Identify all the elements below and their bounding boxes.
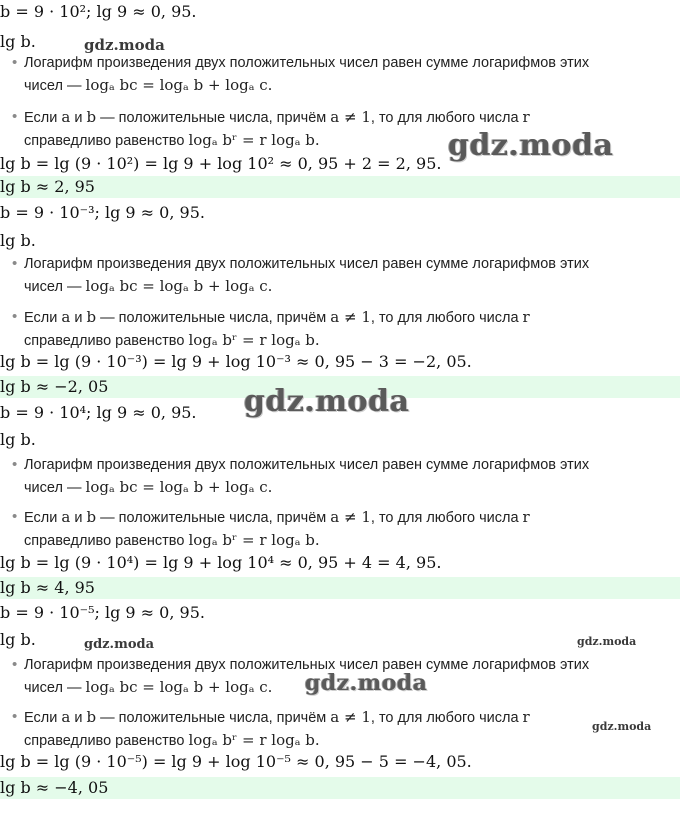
bullet-dot-icon: • [12,108,18,125]
rule-product-log [14,454,672,499]
rule-text: — положительные числа, причём [96,710,331,726]
watermark-text: gdz.moda [305,670,428,696]
rule-text: и [70,710,87,726]
rule-text: Если [24,510,62,526]
answer-text: lg b ≈ −4, 05 [0,778,109,797]
solution-line: lg b = lg (9 · 10⁻³) = lg 9 + log 10⁻³ ≈ 0, 95 − 3 = −2, 05. [0,352,472,371]
rule-text-cont: чисел — [24,279,86,295]
rule-text: — положительные числа, причём [96,510,331,526]
var-a: a [61,108,71,126]
rule-formula: logₐ bc = logₐ b + logₐ c. [85,678,273,696]
rule-text: Логарифм произведения двух положительных чисел равен сумме логарифмов этих [24,256,590,272]
var-r: r [522,108,530,126]
watermark-text: gdz.moda [84,637,155,652]
rule-text: и [70,310,87,326]
rule-text: и [70,110,87,126]
rule-text: Логарифм произведения двух положительных чисел равен сумме логарифмов этих [24,457,590,473]
var-a: a [61,708,71,726]
condition: a ≠ 1 [330,708,371,726]
var-b: b [86,708,97,726]
rule-text-cont: справедливо равенство [24,733,189,749]
bullet-dot-icon: • [12,456,18,473]
condition: a ≠ 1 [330,308,371,326]
solution-line: lg b = lg (9 · 10²) = lg 9 + log 10² ≈ 0, 95 + 2 = 2, 95. [0,154,442,173]
answer-row [0,577,680,599]
rule-text: , то для любого числа [370,110,523,126]
answer-row [0,777,680,799]
watermark-text: gdz.moda [577,635,637,648]
var-r: r [522,708,530,726]
rule-text: Логарифм произведения двух положительных чисел равен сумме логарифмов этих [24,55,590,71]
rule-text-cont: чисел — [24,480,86,496]
answer-text: lg b ≈ 4, 95 [0,578,95,597]
rule-text: Если [24,310,62,326]
rule-text: Логарифм произведения двух положительных чисел равен сумме логарифмов этих [24,657,590,673]
var-r: r [522,308,530,326]
rule-text-cont: справедливо равенство [24,133,189,149]
var-a: a [61,508,71,526]
bullet-dot-icon: • [12,656,18,673]
var-r: r [522,508,530,526]
rule-text-cont: справедливо равенство [24,333,189,349]
given-line: b = 9 · 10⁴; lg 9 ≈ 0, 95. [0,403,197,422]
rule-text: — положительные числа, причём [96,310,331,326]
rule-text: Если [24,110,62,126]
rule-power-log [14,706,672,752]
rule-formula: logₐ bʳ = r logₐ b. [188,731,320,749]
condition: a ≠ 1 [330,508,371,526]
bullet-dot-icon: • [12,255,18,272]
answer-text: lg b ≈ −2, 05 [0,377,109,396]
bullet-dot-icon: • [12,508,18,525]
var-b: b [86,308,97,326]
solution-line: lg b = lg (9 · 10⁻⁵) = lg 9 + log 10⁻⁵ ≈ 0, 95 − 5 = −4, 05. [0,752,472,771]
rule-text-cont: справедливо равенство [24,533,189,549]
rule-text: , то для любого числа [370,710,523,726]
var-b: b [86,508,97,526]
rule-text-cont: чисел — [24,680,86,696]
rule-formula: logₐ bc = logₐ b + logₐ c. [85,478,273,496]
rule-text: и [70,510,87,526]
given-line: b = 9 · 10⁻⁵; lg 9 ≈ 0, 95. [0,603,205,622]
var-a: a [61,308,71,326]
find-line: lg b. [0,630,36,649]
watermark-text: gdz.moda [592,720,652,733]
rule-product-log [14,253,672,298]
watermark-text: gdz.moda [448,128,614,163]
var-b: b [86,108,97,126]
rule-formula: logₐ bʳ = r logₐ b. [188,331,320,349]
rule-power-log [14,106,672,152]
watermark-text: gdz.moda [244,384,410,419]
find-line: lg b. [0,32,36,51]
rule-text: Если [24,710,62,726]
given-line: b = 9 · 10²; lg 9 ≈ 0, 95. [0,2,197,21]
rule-text: , то для любого числа [370,310,523,326]
rule-power-log [14,506,672,552]
answer-text: lg b ≈ 2, 95 [0,177,95,196]
rule-formula: logₐ bʳ = r logₐ b. [188,131,320,149]
watermark-text: gdz.moda [84,36,165,54]
rule-power-log [14,306,672,352]
rule-text: , то для любого числа [370,510,523,526]
rule-product-log [14,654,672,699]
bullet-dot-icon: • [12,308,18,325]
rule-product-log [14,52,672,97]
solution-line: lg b = lg (9 · 10⁴) = lg 9 + log 10⁴ ≈ 0, 95 + 4 = 4, 95. [0,553,442,572]
rule-formula: logₐ bc = logₐ b + logₐ c. [85,76,273,94]
given-line: b = 9 · 10⁻³; lg 9 ≈ 0, 95. [0,203,205,222]
answer-row [0,376,680,398]
find-line: lg b. [0,430,36,449]
rule-formula: logₐ bʳ = r logₐ b. [188,531,320,549]
rule-text: — положительные числа, причём [96,110,331,126]
bullet-dot-icon: • [12,54,18,71]
answer-row [0,176,680,198]
bullet-dot-icon: • [12,708,18,725]
rule-formula: logₐ bc = logₐ b + logₐ c. [85,277,273,295]
condition: a ≠ 1 [330,108,371,126]
rule-text-cont: чисел — [24,78,86,94]
find-line: lg b. [0,231,36,250]
